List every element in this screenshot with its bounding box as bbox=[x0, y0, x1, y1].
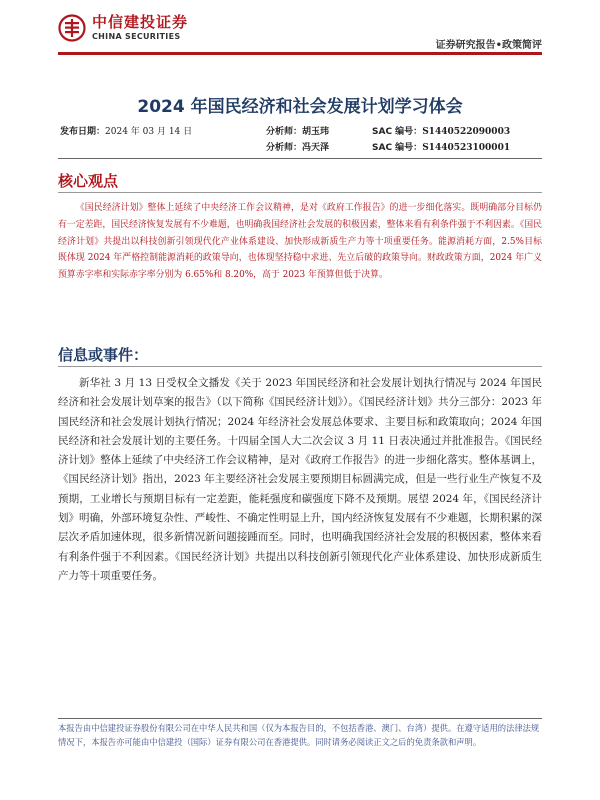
report-title: 2024 年国民经济和社会发展计划学习体会 bbox=[137, 97, 463, 117]
footer-divider bbox=[58, 718, 542, 719]
analyst-name: 胡玉玮 bbox=[302, 127, 330, 137]
disclaimer-text: 本报告由中信建投证券股份有限公司在中华人民共和国（仅为本报告目的，不包括香港、澳门、台湾）提供。在遵守适用的法律法规情况下，本报告亦可能由中信建投（国际）证券有限公司在香港提供。同时请务必阅读正文之后的免责条款和声明。 bbox=[58, 723, 540, 747]
publish-date: 2024 年 03 月 14 日 bbox=[105, 127, 193, 137]
events-text: 新华社 3 月 13 日受权全文播发《关于 2023 年国民经济和社会发展计划执行情况与 2024 年国民经济和社会发展计划草案的报告》（以下简称《国民经济计划》）。《国民经济计划》共分三部分：2023 年国民经济和社会发展计划执行情况；2024 年经济社会发展总体要求、主要目标和政策取向；2024 年国民经济和社会发展计划的主要任务。十四届全国人大二次会议 3 月 11 日表决通过并批准报告。《国民经济计划》整体上延续了中央经济工作会议精神，是对《政府工作报告》的进一步细化落实。整体基调上，《国民经济计划》指出，2023 年主要经济社会发展主要预期目标圆满完成，但是一些行业生产恢复不及预期，工业增长与预期目标有一定差距，能耗强度和碳强度下降不及预期。展望 2024 年，《国民经济计划》明确，外部环境复杂性、严峻性、不确定性明显上升，国内经济恢复发展有不少难题，长期积累的深层次矛盾加速体现，很多新情况新问题接踵而至。同时，也明确我国经济社会发展的积极因素，整体来看有利条件强于不利因素。《国民经济计划》共提出以科技创新引领现代化产业体系建设、加快形成新质生产力等十项重要任务。 bbox=[58, 377, 542, 582]
analyst-name: 冯天泽 bbox=[302, 143, 330, 153]
sac-label: SAC 编号： bbox=[372, 127, 423, 137]
report-meta bbox=[58, 124, 542, 156]
sac-number: S1440523100001 bbox=[422, 143, 511, 153]
company-logo bbox=[58, 14, 188, 42]
logo-mark-icon bbox=[58, 14, 86, 42]
core-view-text: 《国民经济计划》整体上延续了中央经济工作会议精神，是对《政府工作报告》的进一步细化落实。既明确部分目标仍有一定差距，国民经济恢复发展有不少难题，也明确我国经济社会发展的积极因素，整体来看有利条件强于不利因素。《国民经济计划》共提出以科技创新引领现代化产业体系建设、加快形成新质生产力等十项重要任务。能源消耗方面，2.5%目标既体现 2024 年严格控制能源消耗的政策导向，也体现坚持稳中求进、先立后破的政策导向。财政政策方面，2024 年广义预算赤字率和实际赤字率分别为 6.65%和 8.20%，高于 2023 年预算但低于决算。 bbox=[58, 203, 542, 281]
events-divider bbox=[58, 366, 542, 367]
meta-row-2 bbox=[58, 140, 542, 156]
events-heading: 信息或事件： bbox=[58, 346, 149, 364]
sac-number: S1440522090003 bbox=[422, 127, 511, 137]
logo-english-name: CHINA SECURITIES bbox=[92, 32, 181, 41]
header-divider bbox=[58, 52, 542, 55]
analyst-label: 分析师： bbox=[266, 127, 303, 137]
date-label: 发布日期： bbox=[60, 127, 106, 137]
meta-divider bbox=[58, 158, 542, 159]
analyst-label: 分析师： bbox=[266, 143, 303, 153]
sac-label: SAC 编号： bbox=[372, 143, 423, 153]
core-view-heading: 核心观点 bbox=[58, 172, 119, 190]
logo-chinese-name: 中信建投证券 bbox=[92, 13, 189, 31]
core-view-divider bbox=[58, 192, 542, 193]
page-header bbox=[0, 0, 600, 60]
meta-row-1 bbox=[58, 124, 542, 140]
report-type-label: 证券研究报告•政策简评 bbox=[435, 40, 542, 51]
